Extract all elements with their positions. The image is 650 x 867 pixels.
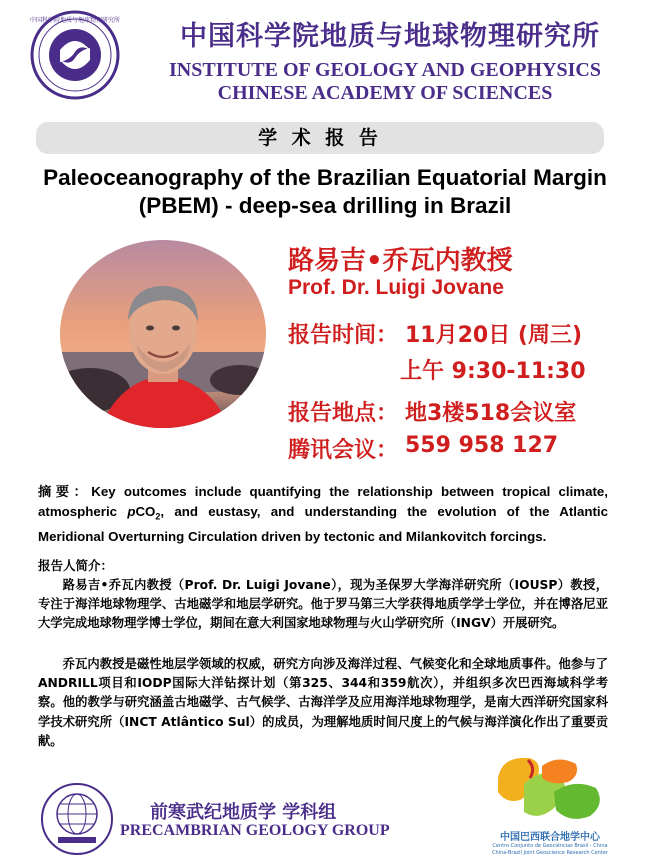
cb-logo-icon: [484, 748, 614, 828]
bio-paragraph-1: 路易吉•乔瓦内教授（Prof. Dr. Luigi Jovane），现为圣保罗大学海洋研究所（IOUSP）教授，专注于海洋地球物理学、古地磁学和地层学研究。他于罗马第三大学获得地质学学士学位，并在博洛尼亚大学完成地球物理学博士学位，期间在意大利国家地球物理与火山学研究所（INGV）开展研究。: [38, 578, 608, 631]
center-name-pt: Centro Conjunto de Geociências Brasil - China: [492, 843, 608, 849]
abstract-text-a: Key outcomes include quantifying the relationship between tropical climate, atmospheric: [38, 484, 609, 519]
institute-name-cn: 中国科学院地质与地球物理研究所: [180, 21, 600, 52]
talk-title-line1: Paleoceanography of the Brazilian Equatorial Margin: [43, 165, 607, 190]
time-value: 11月20日 (周三): [405, 323, 582, 348]
banner-title: 学 术 报 告: [258, 127, 382, 149]
center-name-en: China-Brazil Joint Geoscience Research Center: [492, 850, 608, 856]
abstract-co: CO: [135, 504, 156, 519]
iggcas-seal-icon: [30, 10, 120, 100]
speaker-name-cn: 路易吉•乔瓦内教授: [288, 246, 513, 276]
talk-title: [10, 164, 640, 220]
speaker-name-en: Prof. Dr. Luigi Jovane: [288, 276, 504, 299]
globe-logo-icon: [40, 782, 114, 856]
abstract: [38, 482, 608, 546]
center-name-cn: 中国巴西联合地学中心: [500, 832, 600, 843]
speaker-portrait: [60, 240, 266, 428]
bio-heading: 报告人简介：: [38, 558, 114, 573]
abstract-p-italic: p: [127, 504, 136, 519]
place-label: 报告地点：: [288, 401, 399, 426]
talk-title-line2: (PBEM) - deep-sea drilling in Brazil: [138, 193, 512, 218]
time-value-hours: 上午 9:30-11:30: [400, 359, 586, 384]
time-label: 报告时间：: [288, 323, 399, 348]
group-name-en: PRECAMBRIAN GEOLOGY GROUP: [120, 822, 390, 839]
abstract-label: 摘要：: [38, 485, 92, 500]
abstract-sub2: 2: [155, 511, 161, 522]
institute-name-en-line2: CHINESE ACADEMY OF SCIENCES: [217, 82, 553, 104]
group-name-cn: 前寒武纪地质学 学科组: [150, 802, 337, 823]
bio-paragraph-2: 乔瓦内教授是磁性地层学领域的权威，研究方向涉及海洋过程、气候变化和全球地质事件。他参与了ANDRILL项目和IODP国际大洋钻探计划（第325、344和359航次），并组织多次巴西海域科学考察。他的教学与研究涵盖古地磁学、古气候学、古海洋学及应用海洋地球物理学，是南大西洋研究国家科学技术研究所（INCT Atlântico Sul）的成员，为理解地质时间尺度上的气候与海洋演化作出了重要贡献。: [38, 657, 608, 748]
abstract-text-b: , and eustasy, and understanding the evolution of the Atlantic Meridional Overturning Circulation driven by tectonic and Milankovitch forcings.: [38, 504, 608, 544]
meeting-label: 腾讯会议：: [288, 438, 399, 463]
svg-text:中国科学院地质与地球物理研究所: 中国科学院地质与地球物理研究所: [30, 17, 120, 24]
meeting-id[interactable]: 559 958 127: [405, 433, 559, 458]
place-value: 地3楼518会议室: [405, 401, 577, 426]
institute-name-en-line1: INSTITUTE OF GEOLOGY AND GEOPHYSICS: [169, 59, 601, 81]
